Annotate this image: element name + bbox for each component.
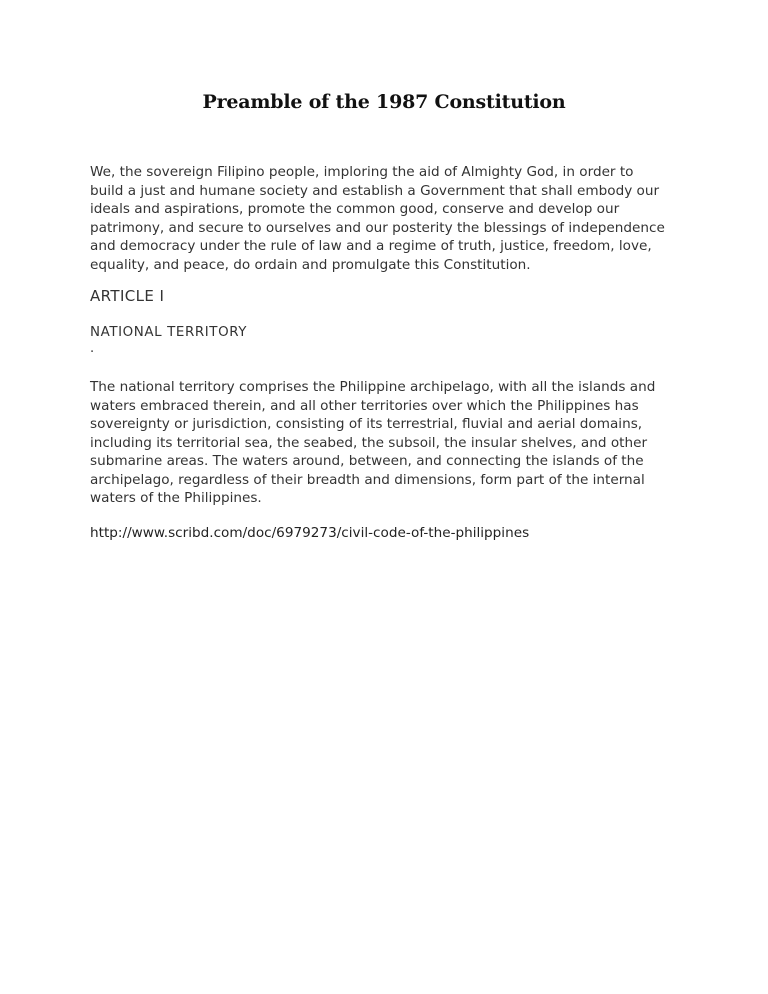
territory-line: archipelago, regardless of their breadth and dimensions, form part of the internal — [90, 471, 645, 488]
article-heading: ARTICLE I — [90, 287, 165, 305]
preamble-line: equality, and peace, do ordain and promulgate this Constitution. — [90, 256, 531, 273]
territory-line: including its territorial sea, the seabed, the subsoil, the insular shelves, and other — [90, 434, 648, 451]
preamble-line: and democracy under the rule of law and a regime of truth, justice, freedom, love, — [90, 238, 652, 254]
preamble-line: build a just and humane society and establish a Government that shall embody our — [90, 182, 660, 199]
preamble-line: patrimony, and secure to ourselves and our posterity the blessings of independence — [90, 219, 665, 236]
document-title: Preamble of the 1987 Constitution — [202, 91, 566, 113]
territory-paragraph — [90, 378, 690, 508]
dot-marker: . — [90, 341, 95, 356]
territory-line: waters of the Philippines. — [90, 490, 262, 506]
preamble-paragraph — [90, 163, 690, 274]
territory-line: The national territory comprises the Philippine archipelago, with all the islands and — [90, 379, 656, 395]
territory-line: waters embraced therein, and all other territories over which the Philippines has — [90, 397, 639, 414]
preamble-line: ideals and aspirations, promote the common good, conserve and develop our — [90, 201, 620, 217]
preamble-line: We, the sovereign Filipino people, imploring the aid of Almighty God, in order to — [90, 164, 634, 180]
section-heading: NATIONAL TERRITORY — [90, 325, 248, 340]
territory-line: sovereignty or jurisdiction, consisting of its terrestrial, fluvial and aerial domains, — [90, 416, 643, 432]
source-url: http://www.scribd.com/doc/6979273/civil-code-of-the-philippines — [90, 525, 530, 541]
territory-line: submarine areas. The waters around, between, and connecting the islands of the — [90, 453, 644, 469]
